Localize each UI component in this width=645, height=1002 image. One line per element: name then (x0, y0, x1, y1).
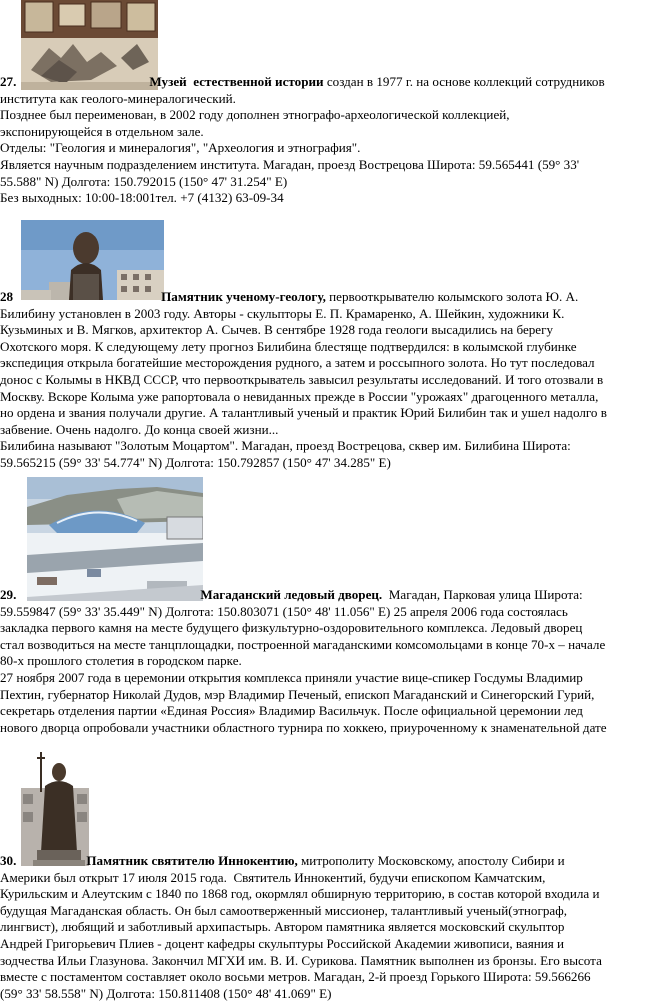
entry-28-text-5: донос с Колымы в НКВД СССР, что первооткрыватель завысил результаты исследований. И того отозвали в (0, 371, 604, 387)
entry-29-text-8: нового дворца опробовали участники областного турнира по хоккею, приуроченному к знаменательной дате (0, 719, 607, 735)
entry-28-text-9: Билибина называют "Золотым Моцартом". Магадан, проезд Вострецова, сквер им. Билибина Широта: (0, 438, 571, 454)
entry-27-text-3: экспонирующейся в отдельном зале. (0, 123, 204, 139)
entry-30-text-6: зодчества Ильи Глазунова. Закончил МГХИ им. В. И. Сурикова. Памятник выполнен из бронзы. Его высота (0, 952, 602, 968)
entry-28-text-0: первооткрывателю колымского золота Ю. А. (325, 289, 579, 304)
entry-30-text-0: митрополиту Московскому, апостолу Сибири и (297, 853, 565, 868)
entry-29-text-5: 27 ноября 2007 года в церемонии открытия комплекса приняли участие вице-спикер Госдумы Владимир (0, 669, 583, 685)
entry-30-text-1: Америки был открыт 17 июля 2015 года. Святитель Иннокентий, будучи епископом Камчатским, (0, 869, 546, 885)
entry-29-title: Магаданский ледовый дворец. (200, 587, 383, 602)
entry-30-first-line (0, 853, 645, 870)
entry-29-text-7: секретарь отделения партии «Единая Россия» Владимир Васильчук. После официальной церемонии лед (0, 703, 583, 719)
entry-27-text-6: 55.588" N) Долгота: 150.792015 (150° 47' 31.254" E) (0, 173, 288, 189)
innocent-monument-photo (21, 746, 89, 866)
entry-29-text-4: 80-х прошлого столетия в городском парке. (0, 653, 242, 669)
entry-30-text-7: вместе с постаментом составляет около восьми метров. Магадан, 2-й проезд Горького Широта: 59.566266 (0, 969, 591, 985)
bilibin-monument-photo (21, 220, 164, 300)
entry-28-text-8: забвение. Очень надолго. До конца своей жизни... (0, 421, 279, 437)
entry-27-first-line (0, 74, 645, 91)
entry-29-number: 29. (0, 587, 17, 602)
entry-28-title: Памятник ученому-геологу, (161, 289, 326, 304)
entry-28-text-7: но ордена и звания получали другие. А талантливый ученый и практик Юрий Билибин так и ушел надолго в (0, 405, 607, 421)
entry-30-text-4: лингвист), любящий и заботливый архипастырь. Автором памятника является московский скульптор (0, 919, 565, 935)
entry-27-text-0: создан в 1977 г. на основе коллекций сотрудников (323, 74, 605, 89)
entry-29-text-6: Пехтин, губернатор Николай Дудов, мэр Владимир Печеный, епископ Магаданский и Синегорский Гурий, (0, 686, 595, 702)
entry-28-number: 28 (0, 289, 14, 304)
entry-27-text-4: Отделы: "Геология и минералогия", "Археология и этнография". (0, 140, 361, 156)
entry-28-text-4: экспедиция открыла богатейшие месторождения рудного, а затем и россыпного золота. Но тут последовал (0, 355, 595, 371)
entry-27-text-1: института как геолого-минералогический. (0, 90, 236, 106)
bilibin-monument-image (21, 220, 164, 300)
entry-29-text-0: Магадан, Парковая улица Широта: (382, 587, 583, 602)
entry-29-text-2: закладка первого камня на месте будущего физкультурно-оздоровительного комплекса. Ледовый дворец (0, 620, 583, 636)
entry-27-text-7: Без выходных: 10:00-18:001тел. +7 (4132) 63-09-34 (0, 190, 284, 206)
entry-27-title: Музей естественной истории (149, 74, 324, 89)
entry-30-text-3: будущая Магаданская область. Он был самоотверженный миссионер, талантливый ученый(этнограф, (0, 902, 567, 918)
entry-27-text-2: Позднее был переименован, в 2002 году дополнен этнографо-археологической коллекцией, (0, 107, 510, 123)
ice-palace-photo (27, 477, 203, 601)
entry-29-text-1: 59.559847 (59° 33' 35.449" N) Долгота: 150.803071 (150° 48' 11.056" E) 25 апреля 2006 года состоялась (0, 603, 568, 619)
entry-29-first-line (0, 587, 645, 604)
entry-28-first-line (0, 289, 645, 306)
entry-30-title: Памятник святителю Иннокентию, (86, 853, 298, 868)
entry-30-text-2: Курильским и Алеутским с 1840 по 1868 год, окормлял обширную территорию, в состав которой входила и (0, 886, 600, 902)
entry-28-text-3: Охотского моря. К следующему лету прогноз Билибина блестяще подтвердился: в колымской глубинке (0, 338, 577, 354)
entry-27-number: 27. (0, 74, 17, 89)
entry-30-number: 30. (0, 853, 17, 868)
entry-28-text-6: Москву. Вскоре Колыма уже рапортовала о невиданных прежде в России "урожаях" драгоценного металла, (0, 388, 599, 404)
entry-30-text-5: Андрей Григорьевич Плиев - доцент кафедры скульптуры Российской Академии живописи, ваяния и (0, 935, 565, 951)
entry-30-text-8: (59° 33' 58.558" N) Долгота: 150.811408 (150° 48' 41.069" E) (0, 985, 332, 1001)
entry-28-text-10: 59.565215 (59° 33' 54.774" N) Долгота: 150.792857 (150° 47' 34.285" E) (0, 454, 391, 470)
innocent-monument-image (21, 746, 89, 866)
entry-29-text-3: стал возводиться на месте танцплощадки, построенной магаданскими комсомольцами в конце 70-х – начале (0, 636, 606, 652)
entry-27-text-5: Является научным подразделением института. Магадан, проезд Вострецова Широта: 59.565441 (59° 33' (0, 156, 580, 172)
ice-palace-image (27, 477, 203, 601)
entry-28-text-1: Билибину установлен в 2003 году. Авторы - скульпторы Е. П. Крамаренко, А. Шейкин, художники К. (0, 305, 565, 321)
entry-28-text-2: Кузьминых и В. Мягков, архитектор А. Сычев. В сентябре 1928 года геологи высадились на берегу (0, 322, 554, 338)
